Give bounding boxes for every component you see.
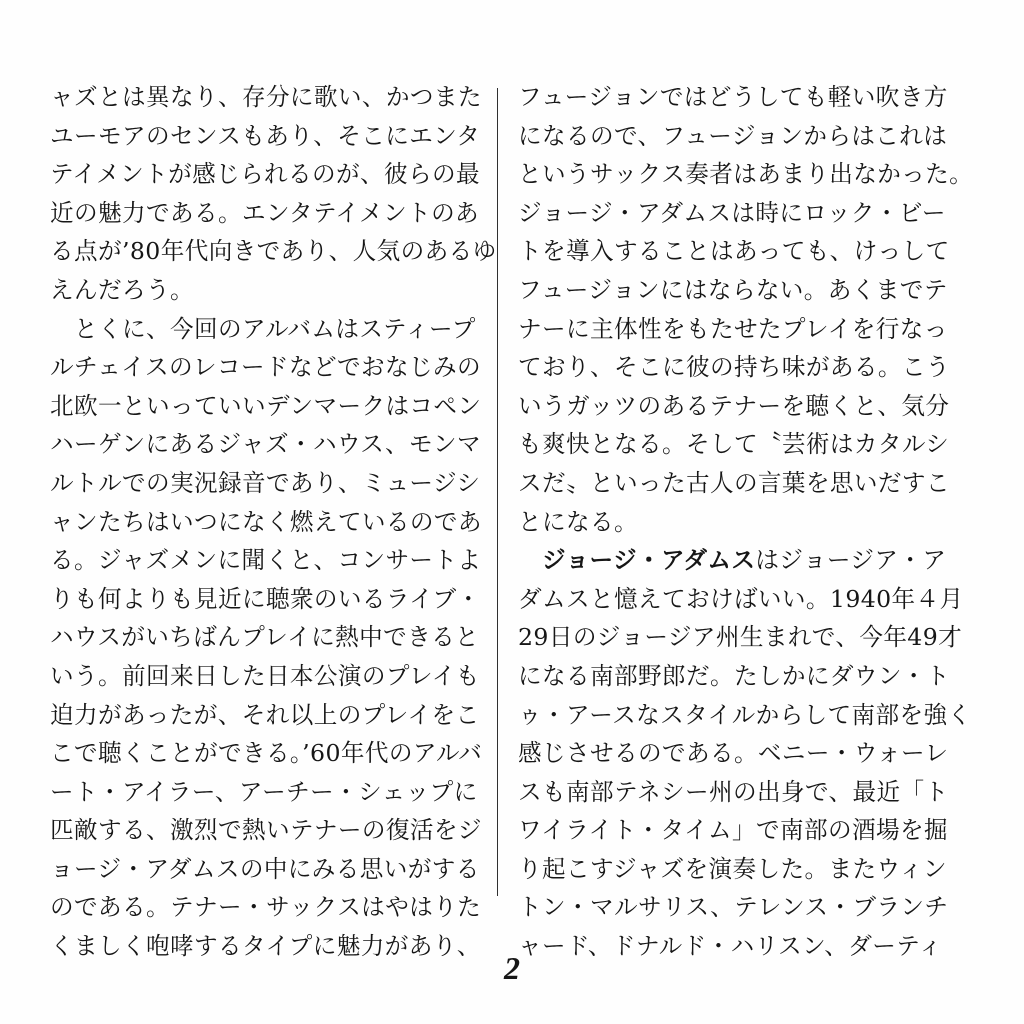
text-line: とになる。: [518, 507, 638, 536]
text-line: ャズとは異なり、存分に歌い、かつまた: [50, 83, 482, 111]
text-line: ルチェイスのレコードなどでおなじみの: [50, 353, 481, 382]
text-line: 近の魅力である。エンタテイメントのあ: [50, 198, 480, 227]
text-line: 匹敵する、激烈で熱いテナーの復活をジ: [50, 816, 482, 845]
text-line: ており、そこに彼の持ち味がある。こう: [518, 353, 950, 382]
text-run: はジョージア・ア: [755, 546, 947, 575]
text-line: ジョージ・アダムスは時にロック・ビー: [518, 198, 946, 227]
text-line: りも何よりも見近に聴衆のいるライブ・: [50, 584, 481, 613]
text-line: フュージョンではどうしても軽い吹き方: [518, 83, 948, 111]
text-line: 感じさせるのである。ベニー・ウォーレ: [518, 739, 949, 768]
text-line: こで聴くことができる。’60年代のアルバ: [50, 739, 483, 768]
text-line: というサックス奏者はあまり出なかった。: [518, 160, 974, 189]
text-line: 29日のジョージア州生まれで、今年49才: [518, 623, 963, 652]
text-line: くましく咆哮するタイプに魅力があり、: [50, 932, 481, 961]
text-line: になるので、フュージョンからはこれは: [518, 121, 948, 150]
text-line: トを導入することはあっても、けっして: [518, 237, 950, 266]
text-line: ョージ・アダムスの中にみる思いがする: [50, 854, 480, 883]
text-line: ャード、ドナルド・ハリスン、ダーティ: [518, 932, 943, 961]
left-text-column: [50, 78, 497, 966]
page-number: 2: [504, 950, 520, 986]
text-line: る。ジャズメンに聞くと、コンサートよ: [50, 546, 482, 575]
text-line: る点が’80年代向きであり、人気のあるゆ: [50, 237, 497, 266]
text-line: ゥ・アースなスタイルからして南部を強く: [518, 700, 972, 729]
text-line: ャンたちはいつになく燃えているのであ: [50, 507, 482, 536]
text-line: ワイライト・タイム」で南部の酒場を掘: [518, 816, 948, 845]
text-line: 北欧一といっていいデンマークはコペン: [50, 391, 482, 420]
text-line: とくに、今回のアルバムはスティープ: [50, 314, 476, 343]
text-line: フュージョンにはならない。あくまでテ: [518, 275, 948, 304]
right-text-column: [518, 78, 973, 966]
text-line: スも南部テネシー州の出身で、最近「ト: [518, 777, 949, 806]
text-line: ート・アイラー、アーチー・シェップに: [50, 777, 478, 806]
artist-name-bold: ジョージ・アダムス: [542, 546, 756, 575]
text-line: ハウスがいちばんプレイに熱中できると: [50, 623, 480, 652]
text-line: のである。テナー・サックスはやはりた: [50, 893, 482, 922]
text-line: ダムスと憶えておけばいい。1940年４月: [518, 584, 964, 613]
text-line: いう。前回来日した日本公演のプレイも: [50, 661, 480, 690]
text-line: ユーモアのセンスもあり、そこにエンタ: [50, 121, 481, 150]
paragraph-start-line: [518, 541, 973, 580]
text-line: ナーに主体性をもたせたプレイを行なっ: [518, 314, 948, 343]
text-line: いうガッツのあるテナーを聴くと、気分: [518, 391, 950, 420]
text-line: トン・マルサリス、テレンス・ブランチ: [518, 893, 949, 922]
text-line: スだ〟といった古人の言葉を思いだすこ: [518, 468, 950, 497]
text-line: になる南部野郎だ。たしかにダウン・ト: [518, 661, 950, 690]
column-divider: [497, 88, 498, 896]
text-line: ハーゲンにあるジャズ・ハウス、モンマ: [50, 430, 481, 459]
text-line: えんだろう。: [50, 275, 194, 304]
text-line: も爽快となる。そして〝芸術はカタルシ: [518, 430, 950, 459]
text-line: ルトルでの実況録音であり、ミュージシ: [50, 468, 481, 497]
text-line: テイメントが感じられるのが、彼らの最: [50, 160, 480, 189]
text-line: り起こすジャズを演奏した。またウィン: [518, 854, 948, 883]
text-line: 迫力があったが、それ以上のプレイをこ: [50, 700, 480, 729]
